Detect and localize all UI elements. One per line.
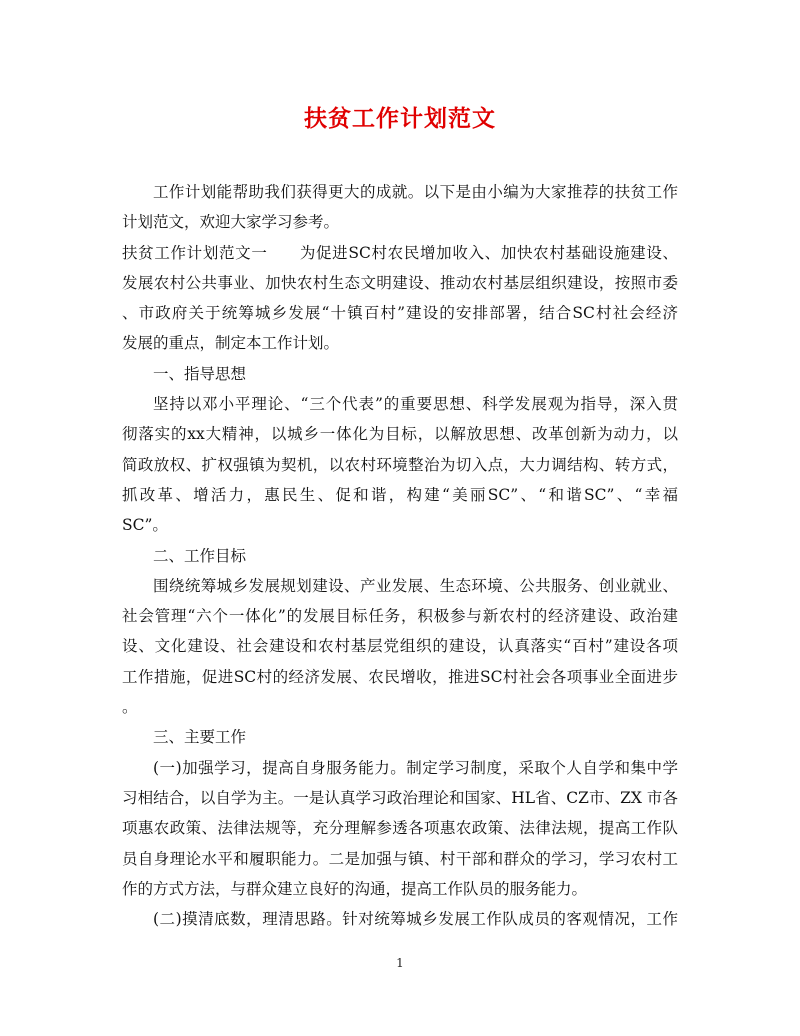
paragraph-line: 工作计划能帮助我们获得更大的成就。以下是由小编为大家推荐的扶贫工作 <box>153 183 678 201</box>
paragraph-line: 工作措施，促进SC村的经济发展、农民增收，推进SC村社会各项事业全面进步 <box>122 667 678 686</box>
paragraph-line: (一)加强学习，提高自身服务能力。制定学习制度，采取个人自学和集中学 <box>153 758 678 777</box>
section-heading: 三、主要工作 <box>153 728 247 747</box>
paragraph-line: 简政放权、扩权强镇为契机，以农村环境整治为切入点，大力调结构、转方式， <box>122 455 678 474</box>
paragraph-line: 扶贫工作计划范文一 为促进SC村农民增加收入、加快农村基础设施建设、 <box>122 243 678 262</box>
section-heading: 二、工作目标 <box>153 546 247 565</box>
paragraph-line: 设、文化建设、社会建设和农村基层党组织的建设，认真落实“百村”建设各项 <box>122 637 678 656</box>
paragraph-line: 发展的重点，制定本工作计划。 <box>122 334 340 353</box>
paragraph-line: 习相结合，以自学为主。一是认真学习政治理论和国家、HL省、CZ市、ZX 市各 <box>122 788 678 807</box>
paragraph-line: 、市政府关于统筹城乡发展“十镇百村”建设的安排部署，结合SC村社会经济 <box>122 304 678 323</box>
paragraph-line: 抓改革、增活力，惠民生、促和谐，构建“美丽SC”、“和谐SC”、“幸福 <box>122 485 678 504</box>
section-heading: 一、指导思想 <box>153 364 247 383</box>
paragraph-line: 发展农村公共事业、加快农村生态文明建设、推动农村基层组织建设，按照市委 <box>122 273 678 292</box>
paragraph-line: 围绕统筹城乡发展规划建设、产业发展、生态环境、公共服务、创业就业、 <box>153 576 678 595</box>
paragraph-line: 计划范文，欢迎大家学习参考。 <box>122 213 340 232</box>
paragraph-line: 作的方式方法，与群众建立良好的沟通，提高工作队员的服务能力。 <box>122 879 588 898</box>
paragraph-line: SC”。 <box>122 516 168 535</box>
document-body <box>122 177 678 934</box>
page-number: 1 <box>396 956 404 970</box>
paragraph-line: 。 <box>122 698 138 717</box>
paragraph-line: 彻落实的xx大精神，以城乡一体化为目标，以解放思想、改革创新为动力，以 <box>122 425 678 444</box>
paragraph-line: 社会管理“六个一体化”的发展目标任务，积极参与新农村的经济建设、政治建 <box>122 607 678 626</box>
paragraph-line: 员自身理论水平和履职能力。二是加强与镇、村干部和群众的学习，学习农村工 <box>122 849 678 868</box>
document-title: 扶贫工作计划范文 <box>304 105 496 132</box>
paragraph-line: 项惠农政策、法律法规等，充分理解参透各项惠农政策、法律法规，提高工作队 <box>122 819 678 838</box>
paragraph-line: 坚持以邓小平理论、“三个代表”的重要思想、科学发展观为指导，深入贯 <box>153 395 678 414</box>
paragraph-line: (二)摸清底数，理清思路。针对统筹城乡发展工作队成员的客观情况，工作 <box>153 910 678 929</box>
